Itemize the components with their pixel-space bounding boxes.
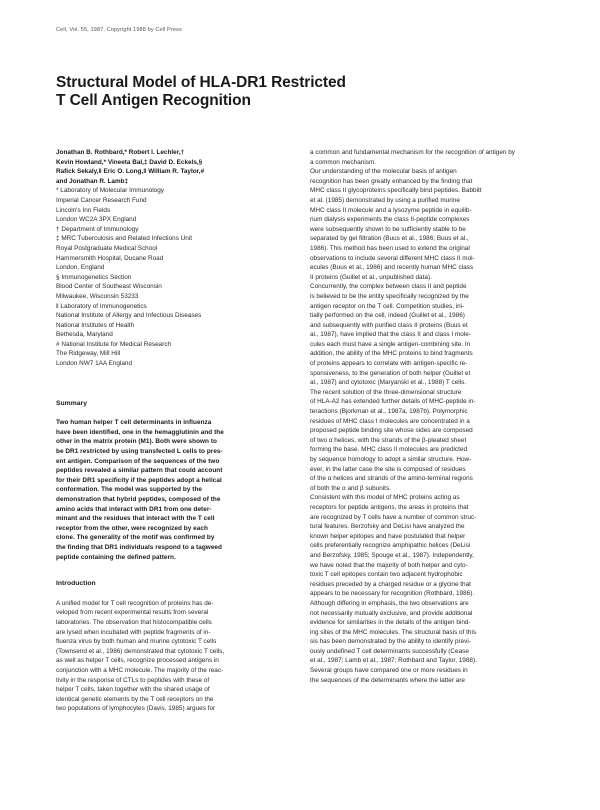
body-line: a common and fundamental mechanism for the recognition of antigen by xyxy=(310,149,515,156)
article-title xyxy=(56,74,526,110)
body-line: and Berzofsky, 1985; Spouge et al., 1987). Independently, xyxy=(310,551,474,559)
body-line: 1986). This method has been used to extend the original xyxy=(310,244,470,252)
body-line: of HLA-A2 has extended further details of MHC-peptide in- xyxy=(310,398,476,406)
affiliation-line: London, England xyxy=(56,264,105,272)
affiliation-line: Blood Center of Southeast Wisconsin xyxy=(56,283,162,291)
body-line: MHC class II glycoproteins specifically bind peptides. Babbitt xyxy=(310,187,482,195)
body-line: rium dialysis experiments the class II-peptide complexes xyxy=(310,216,470,224)
left-column xyxy=(56,148,288,714)
affiliation-line: Bethesda, Maryland xyxy=(56,331,113,339)
body-line: separated by gel filtration (Buus et al., 1986; Buus et al., xyxy=(310,235,469,243)
summary-line: have been identified, one in the hemagglutinin and the xyxy=(56,428,224,436)
affiliation-line: # National Institute for Medical Research xyxy=(56,340,172,348)
affiliation-line: The Ridgeway, Mill Hill xyxy=(56,350,121,358)
summary-heading: Summary xyxy=(56,399,87,407)
affiliation-line: ‡ MRC Tuberculosis and Related Infections Unit xyxy=(56,235,193,243)
body-line: toxic T cell epitopes contain two adjacent hydrophobic xyxy=(310,571,463,579)
summary-line: Two human helper T cell determinants in influenza xyxy=(56,419,212,427)
body-line: receptors for peptide antigens, the areas in proteins that xyxy=(310,503,469,511)
body-line: Concurrently, the complex between class II and peptide xyxy=(310,283,467,291)
affiliation-list xyxy=(56,186,288,368)
summary-line: amino acids that interact with DR1 from one deter- xyxy=(56,505,212,513)
body-line: were subsequently shown to be sufficiently stable to be xyxy=(310,225,466,233)
introduction-line: two populations of lymphocytes (Davis, 1985) argues for xyxy=(56,705,216,713)
body-line: sponsiveness, to the generation of both helper (Guillet et xyxy=(310,369,471,377)
body-line: the sequences of the determinants where the latter are xyxy=(310,676,465,684)
body-line: observations to include several different MHC class II mol- xyxy=(310,254,475,262)
body-line: a common mechanism. xyxy=(310,158,377,166)
introduction-line: identical genetic elements by the T cell receptors on the xyxy=(56,695,214,703)
body-line: tially performed on the cell, indeed (Guillet et al., 1986) xyxy=(310,312,465,320)
body-line: teractions (Bjorkman et al., 1987a, 1987b). Polymorphic xyxy=(310,408,468,416)
summary-line: ent antigen. Comparison of the sequences of the two xyxy=(56,457,220,465)
affiliation-line: Hammersmith Hospital, Ducane Road xyxy=(56,254,164,262)
body-line: of two α helices, with the strands of the β-pleated sheet xyxy=(310,436,467,444)
introduction-heading: Introduction xyxy=(56,580,96,588)
author-line: and Jonathan R. Lamb‡ xyxy=(56,177,129,185)
title-line: Structural Model of HLA-DR1 Restricted xyxy=(56,74,346,91)
body-line: cells preferentially recognize amphipathic helices (DeLisi xyxy=(310,542,471,550)
body-text-right xyxy=(310,148,542,685)
body-line: tural features. Berzofsky and DeLisi have analyzed the xyxy=(310,523,465,531)
body-line: proposed peptide binding site whose sides are composed xyxy=(310,427,473,435)
body-line: of both the α and β subunits. xyxy=(310,484,391,492)
body-line: et al. (1985) demonstrated by using a purified murine xyxy=(310,196,460,204)
introduction-line: veloped from recent experimental results from several xyxy=(56,609,209,617)
body-line: ing sites of the MHC molecules. The structural basis of this xyxy=(310,628,477,636)
summary-line: peptides revealed a similar pattern that could account xyxy=(56,467,223,475)
body-line: of proteins appears to correlate with antigen-specific re- xyxy=(310,360,468,368)
body-line: of the α helices and strands of the amino-terminal regions xyxy=(310,475,473,483)
affiliation-line: National Institutes of Health xyxy=(56,321,135,329)
body-line: evidence for similarities in the details of the antigen bind- xyxy=(310,619,471,627)
body-line: cules each must have a single antigen-combining site. In xyxy=(310,340,471,348)
body-line: The recent solution of the three-dimensional structure xyxy=(310,388,462,396)
affiliation-line: † Department of Immunology xyxy=(56,225,139,233)
summary-line: demonstration that hybrid peptides, composed of the xyxy=(56,496,221,503)
body-line: al., 1987), have implied that the class II and class I mole- xyxy=(310,331,471,339)
introduction-line: conjunction with a MHC molecule. The majority of the reac- xyxy=(56,666,224,674)
author-list xyxy=(56,148,288,186)
introduction-line: (Townsend et al., 1986) demonstrated that cytotoxic T cells, xyxy=(56,647,225,655)
summary-line: receptor from the other, were recognized by each xyxy=(56,524,208,532)
introduction-line: fluenza virus by both human and murine cytotoxic T cells xyxy=(56,638,217,646)
affiliation-line: Imperial Cancer Research Fund xyxy=(56,196,147,204)
affiliation-line: * Laboratory of Molecular Immunology xyxy=(56,187,164,195)
summary-line: minant and the residues that interact with the T cell xyxy=(56,515,215,523)
body-line: Although differing in emphasis, the two observations are xyxy=(310,599,469,607)
body-line: ever, in the latter case the site is composed of residues xyxy=(310,465,466,473)
body-line: Several groups have compared one or more residues in xyxy=(310,667,468,675)
summary-line: be DR1 restricted by using transfected L cells to pres- xyxy=(56,448,223,456)
summary-line: conformation. The model was supported by the xyxy=(56,486,203,494)
author-line: Jonathan B. Rothbard,* Robert I. Lechler,† xyxy=(56,149,185,156)
body-line: al., 1987) and cytotoxic (Maryanski et al., 1988) T cells. xyxy=(310,379,467,387)
body-line: appears to be necessary for recognition (Rothbard, 1986). xyxy=(310,590,475,598)
summary-line: the finding that DR1 individuals respond to a tagweed xyxy=(56,543,222,551)
body-line: residues preceded by a charged residue or a glycine that xyxy=(310,580,471,588)
body-line: residues of MHC class I molecules are concentrated in a xyxy=(310,417,470,425)
summary-line: peptide containing the defined pattern. xyxy=(56,553,176,561)
title-line: T Cell Antigen Recognition xyxy=(56,92,251,109)
body-line: not necessarily mutually exclusive, and provide additional xyxy=(310,609,473,617)
body-line: are recognized by T cells have a number of common struc- xyxy=(310,513,477,521)
affiliation-line: London NW7 1AA England xyxy=(56,360,133,368)
author-line: Rafick Sekaly,‖ Eric O. Long,‖ William R. Taylor,# xyxy=(56,168,205,176)
introduction-line: as well as helper T cells, recognize processed antigens in xyxy=(56,657,219,665)
summary-line: clone. The generality of the motif was confirmed by xyxy=(56,534,215,542)
body-line: MHC class II molecule and a lysozyme peptide in equilib- xyxy=(310,206,472,214)
body-line: known helper epitopes and have postulated that helper xyxy=(310,532,466,540)
body-line: II proteins (Guillet et al., unpublished data). xyxy=(310,273,432,281)
body-line: recognition has been greatly enhanced by the finding that xyxy=(310,177,473,185)
running-header: Cell, Vol. 55, 1987, Copyright 1988 by Cell Press xyxy=(56,27,182,33)
introduction-line: laboratories. The observation that histocompatible cells xyxy=(56,618,212,626)
affiliation-line: Milwaukee, Wisconsin 53233 xyxy=(56,292,139,300)
introduction-text xyxy=(56,599,288,714)
affiliation-line: London WC2A 3PX England xyxy=(56,216,137,224)
introduction-line: A unified model for T cell recognition of proteins has de- xyxy=(56,599,214,607)
affiliation-line: ‖ Laboratory of Immunogenetics xyxy=(56,302,147,310)
body-line: addition, the ability of the MHC proteins to bind fragments xyxy=(310,350,473,358)
affiliation-line: Royal Postgraduate Medical School xyxy=(56,244,158,252)
body-line: Our understanding of the molecular basis of antigen xyxy=(310,168,457,176)
summary-line: other in the matrix protein (M1). Both were shown to xyxy=(56,438,217,446)
body-line: et al., 1987; Lamb et al., 1987; Rothbard and Taylor, 1988). xyxy=(310,657,477,665)
right-column xyxy=(310,148,542,685)
body-line: by sequence homology to adopt a similar structure. How- xyxy=(310,456,472,463)
introduction-line: are lysed when incubated with peptide fragments of in- xyxy=(56,628,211,636)
introduction-line: tivity in the response of CTLs to peptides with these of xyxy=(56,676,210,684)
affiliation-line: Lincoln's Inn Fields xyxy=(56,206,111,214)
author-line: Kevin Howland,* Vineeta Bal,‡ David D. Eckels,§ xyxy=(56,158,203,166)
body-line: and subsequently with purified class II proteins (Buus et xyxy=(310,321,468,329)
body-line: is believed to be the entity specifically recognized by the xyxy=(310,292,469,300)
summary-text xyxy=(56,418,288,562)
affiliation-line: § Immunogenetics Section xyxy=(56,273,132,281)
summary-line: for their DR1 specificity if the peptides adopt a helical xyxy=(56,476,222,484)
affiliation-line: National Institute of Allergy and Infectious Diseases xyxy=(56,312,202,320)
body-line: forming the base. MHC class II molecules are predicted xyxy=(310,446,467,454)
body-line: sis has been demonstrated by the ability to identify previ- xyxy=(310,638,471,646)
body-line: antigen receptor on the T cell. Competition studies, ini- xyxy=(310,302,465,310)
introduction-line: helper T cells, taken together with the shared usage of xyxy=(56,686,210,694)
body-line: ously undefined T cell determinants successfully (Cease xyxy=(310,647,469,655)
body-line: ecules (Buus et al., 1986) and recently human MHC class xyxy=(310,264,474,272)
body-line: Consistent with this model of MHC proteins acting as xyxy=(310,494,460,502)
body-line: we have noted that the majority of both helper and cyto- xyxy=(310,561,468,569)
